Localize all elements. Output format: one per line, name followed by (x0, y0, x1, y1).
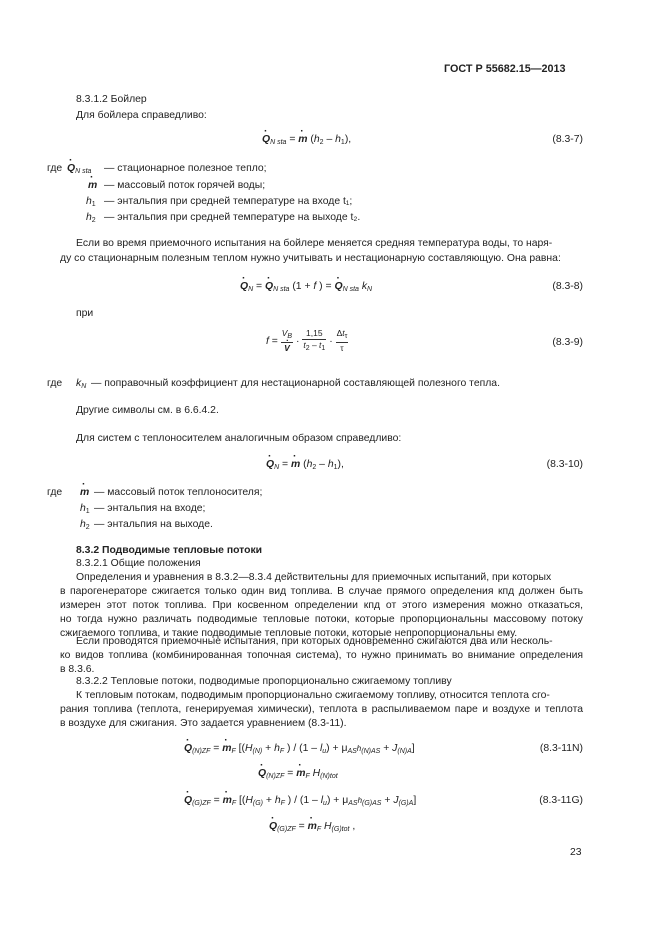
paragraph-line: измерен этот поток топлива. При косвенном определении кпд от этого измерения можно отказаться, (60, 600, 583, 611)
paragraph-line: ко видов топлива (комбинированная топочная система), то нужно принимать во внимание определения (60, 650, 583, 661)
document-number: ГОСТ Р 55682.15—2013 (444, 63, 566, 75)
equation-number: (8.3-8) (552, 281, 583, 292)
equation-8-3-7: · $Q_{N sta}$ = · m $(h_2 - h_1)$, (262, 134, 351, 146)
definition-text: — массовый поток горячей воды; (104, 180, 266, 191)
paragraph-line: Определения и уравнения в 8.3.2—8.3.4 действительны для приемочных испытаний, при которых (76, 572, 552, 583)
equation-q-n-zf: · $Q_{(N)ZF}$ = · $m_F$ $H_{(N)tot}$ (258, 768, 338, 780)
paragraph-other: Другие символы см. в 6.6.4.2. (76, 405, 219, 416)
paragraph-line: К тепловым потокам, подводимым пропорционально сжигаемому топливу, относится теплота сго- (76, 690, 550, 701)
symbol-m: · m (88, 180, 97, 191)
equation-number: (8.3-9) (552, 337, 583, 348)
definition-text: — энтальпия на входе; (94, 503, 206, 514)
equation-q-g-zf: · $Q_{(G)ZF}$ = · $m_F$ $H_{(G)tot}$ , (269, 821, 355, 833)
definition-text: — стационарное полезное тепло; (104, 163, 267, 174)
equation-number: (8.3-10) (546, 459, 583, 470)
symbol-k-n: $k_N$ (76, 378, 87, 390)
where-label: где (47, 378, 63, 389)
paragraph-line: рания топлива (теплота, генерируемая химически), теплота в распыливаемом паре и воздухе и теплота (60, 704, 583, 715)
page-number: 23 (570, 847, 582, 858)
section-heading-8-3-2: 8.3.2 Подводимые тепловые потоки (76, 545, 263, 556)
definition-text: — энтальпия при средней температуре на выходе t₂. (104, 212, 361, 223)
paragraph-line: в воздухе для сжигания. Это задается уравнением (8.3-11). (60, 718, 347, 729)
where-label: где (47, 163, 63, 174)
paragraph-line: сжигаемого топлива, и такие подводимые тепловые потоки, которые непропорциональны ему. (60, 628, 518, 639)
paragraph-systems: Для систем с теплоносителем аналогичным образом справедливо: (76, 433, 402, 444)
equation-number: (8.3-11G) (539, 795, 583, 806)
paragraph-line: в 8.3.6. (60, 664, 95, 675)
paragraph-line: в парогенераторе сжигается только один вид топлива. В случае прямого определения кпд должен быть (60, 586, 583, 597)
symbol-h2: $h_2$ (86, 212, 96, 224)
definition-text: — поправочный коэффициент для нестационарной составляющей полезного тепла. (91, 378, 500, 389)
symbol-m: · m (80, 487, 89, 498)
equation-8-3-11n: · $Q_{(N)ZF}$ = · $m_F$ [($H_{(N)} + h_F$ ) / $(1 - l_u) + \mu_{AS}h_{(N)AS} + J_{(N)A}$] (184, 743, 415, 755)
equation-8-3-9: f = $V_B$ · V · $\frac{1,15}{t_2 - t_1}$ · $\frac{\Delta t_\tau}{\tau}$ (266, 328, 348, 354)
symbol-q-n-sta: · $Q_{N sta}$ (67, 163, 91, 175)
equation-8-3-8: · $Q_N$ = · $Q_{N sta}$ (1 + f ) = · $Q_{N sta}$ $k_N$ (240, 281, 372, 293)
definition-text: — энтальпия при средней температуре на входе t₁; (104, 196, 353, 207)
paragraph-line: но тогда нужно различать подводимые тепловые потоки, которые пропорциональны массовому потоку (60, 614, 583, 625)
equation-number: (8.3-7) (552, 134, 583, 145)
paragraph-line: Если во время приемочного испытания на бойлере меняется средняя температура воды, то наря- (76, 238, 553, 249)
equation-number: (8.3-11N) (539, 743, 583, 754)
subsection-heading: 8.3.2.1 Общие положения (76, 558, 201, 569)
definition-text: — энтальпия на выходе. (94, 519, 213, 530)
symbol-h2: $h_2$ (80, 519, 90, 531)
symbol-h1: $h_1$ (80, 503, 90, 515)
label-pri: при (76, 308, 94, 319)
symbol-h1: $h_1$ (86, 196, 96, 208)
equation-8-3-11g: · $Q_{(G)ZF}$ = · $m_F$ [($H_{(G)} + h_F$ ) / $(1 - l_u) + \mu_{AS}h_{(G)AS} + J_{(G)A}$] (184, 795, 416, 807)
equation-8-3-10: · $Q_N$ = · m $(h_2 - h_1)$, (266, 459, 344, 471)
definition-text: — массовый поток теплоносителя; (94, 487, 263, 498)
section-heading-8-3-1-2: 8.3.1.2 Бойлер (76, 94, 147, 105)
where-label: где (47, 487, 63, 498)
subsection-heading: 8.3.2.2 Тепловые потоки, подводимые пропорционально сжигаемому топливу (76, 676, 452, 687)
paragraph-line: Если проводятся приемочные испытания, при которых одновременно сжигаются два или несколь- (76, 636, 553, 647)
paragraph-line: ду со стационарным полезным теплом нужно учитывать и нестационарную составляющую. Она равна: (60, 253, 561, 264)
paragraph-intro: Для бойлера справедливо: (76, 110, 207, 121)
